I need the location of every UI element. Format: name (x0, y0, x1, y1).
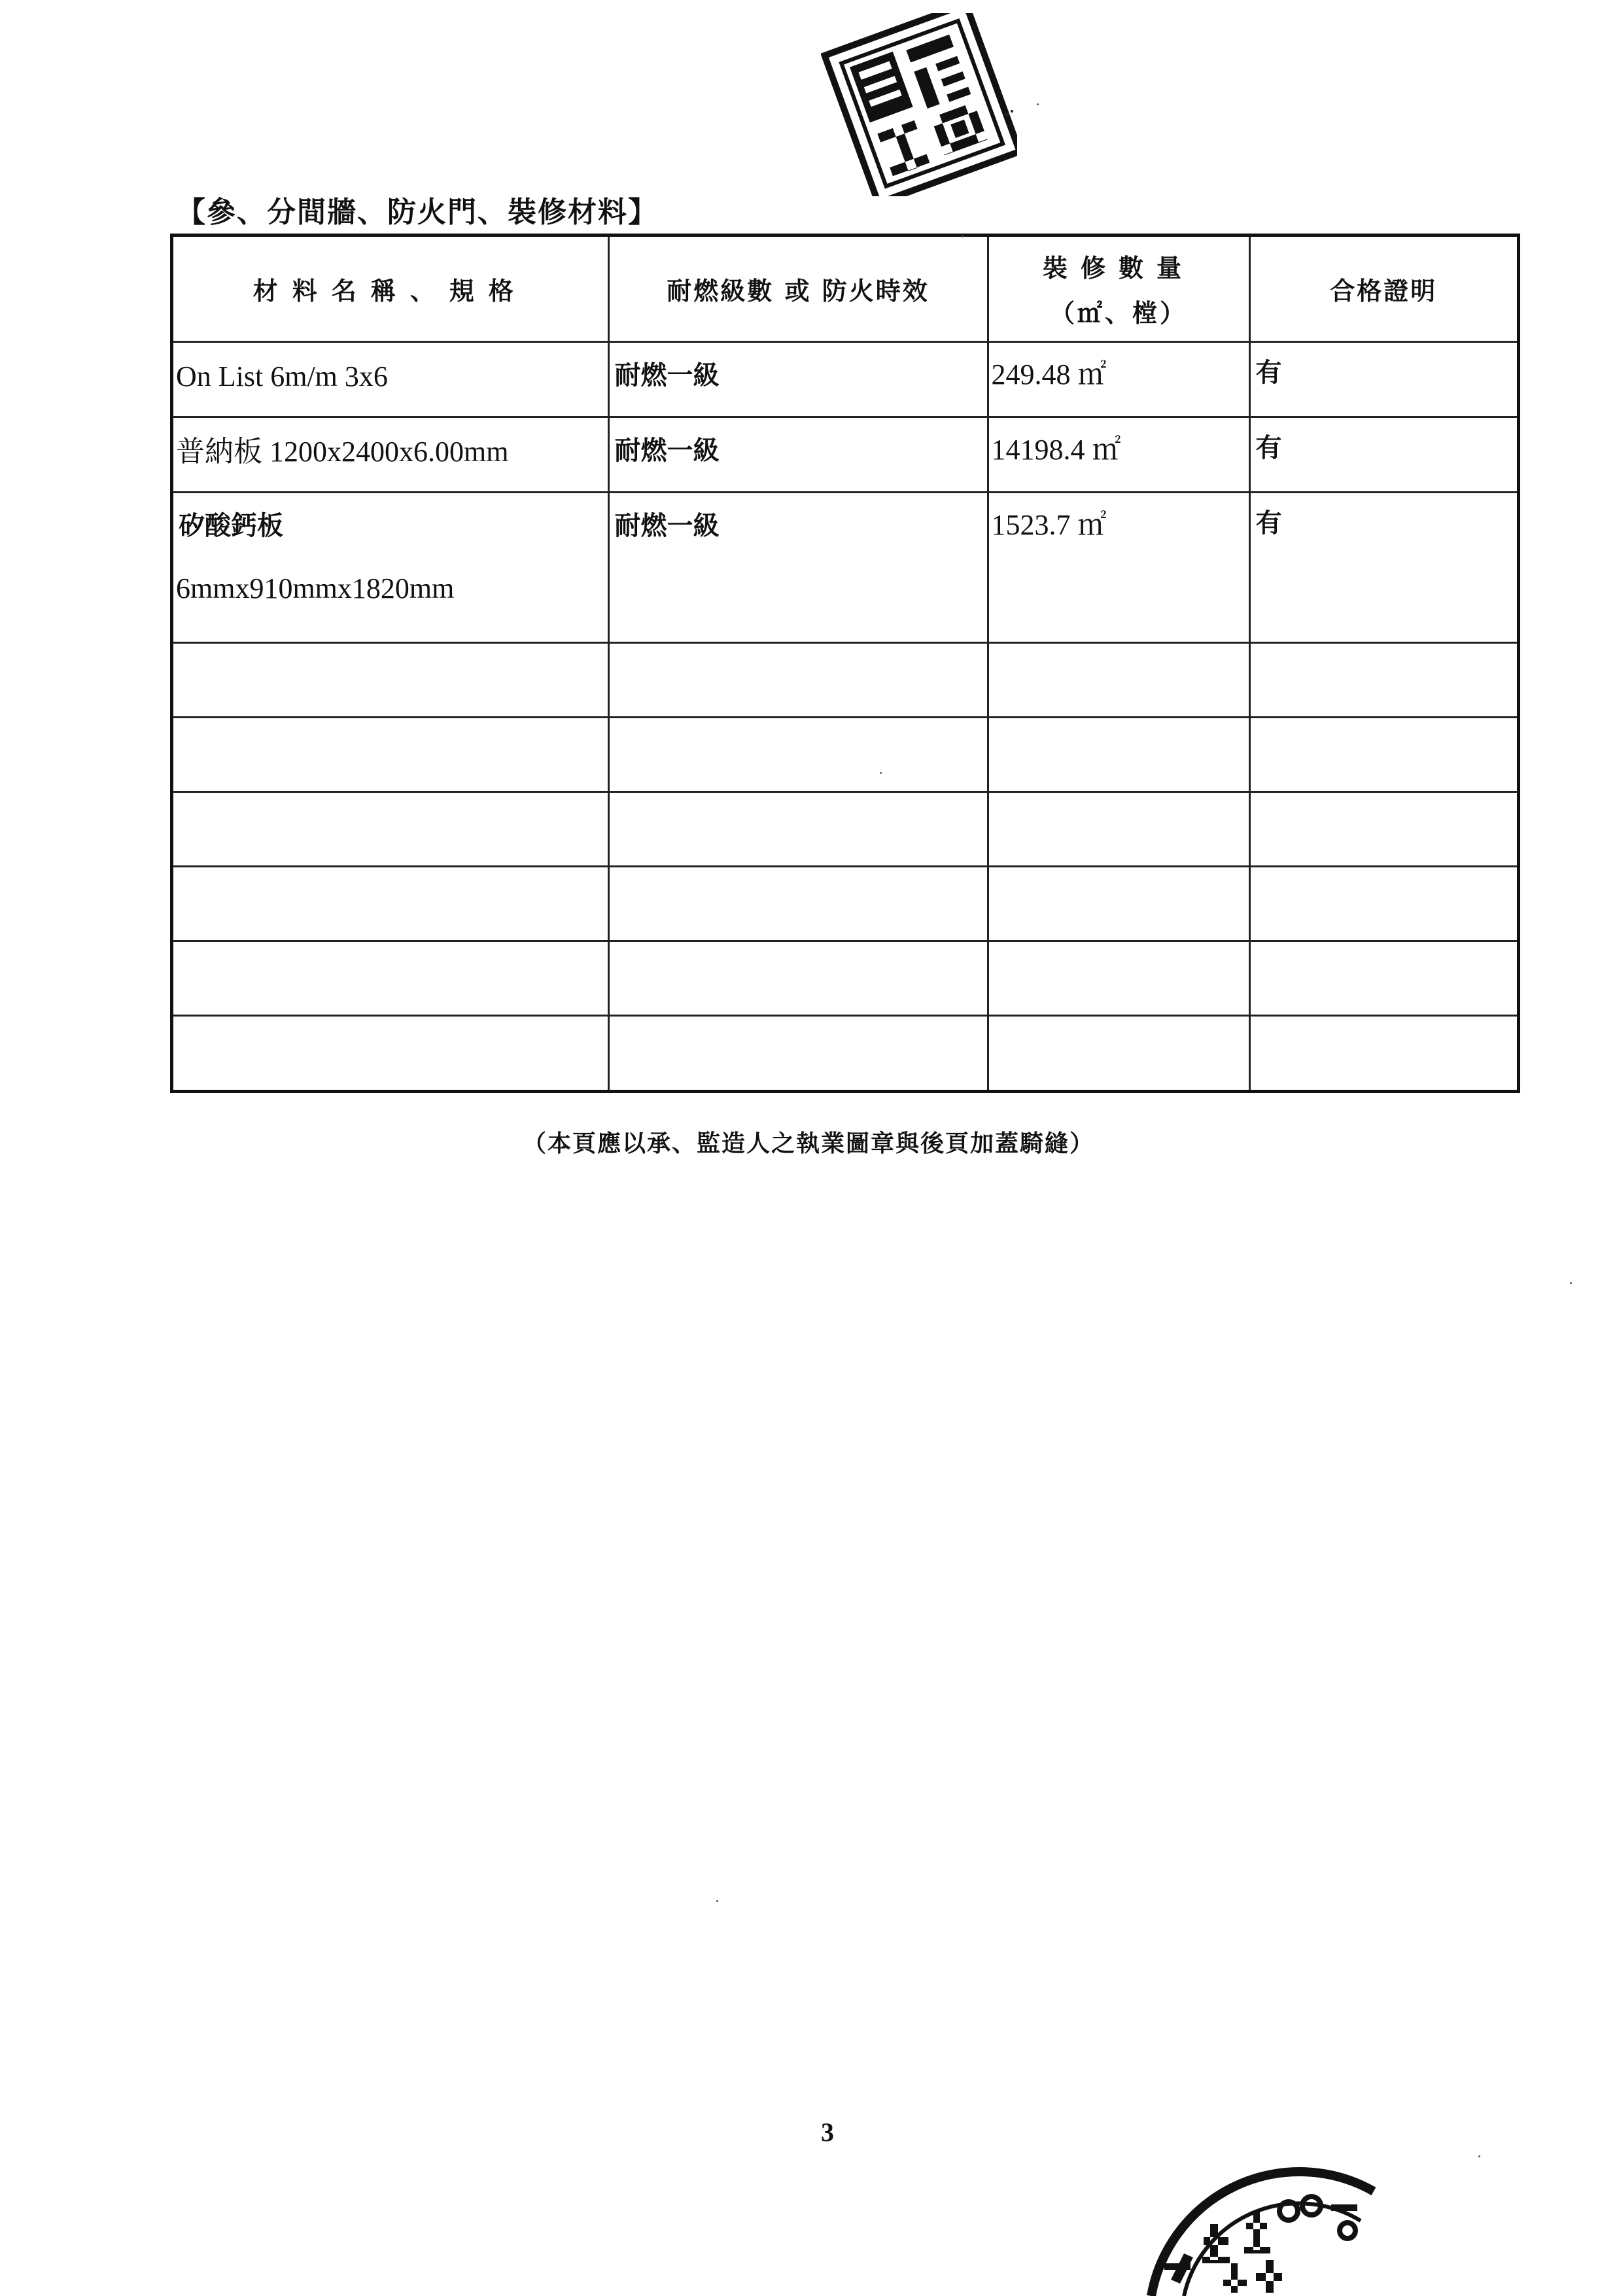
cell-material-name (173, 492, 608, 642)
cell-material-name (173, 417, 608, 492)
header-material-name (173, 237, 608, 341)
quantity-text: 1523.7 ㎡ (991, 508, 1107, 541)
certificate-text: 有 (1255, 357, 1282, 388)
cell-quantity (988, 417, 1249, 492)
cell-quantity (988, 492, 1249, 642)
empty-table-row (173, 1015, 1517, 1090)
fire-rating-text: 耐燃一級 (614, 510, 720, 541)
cell-fire-rating (608, 492, 988, 642)
fire-rating-text: 耐燃一級 (614, 359, 720, 391)
header-certificate (1249, 237, 1517, 341)
header-quantity (988, 237, 1249, 341)
header-fire-rating-label: 耐燃級數 或 防火時效 (667, 275, 930, 305)
scan-speck (716, 1900, 718, 1902)
table-header-row (173, 237, 1517, 341)
seam-stamp-note: （本頁應以承、監造人之執業圖章與後頁加蓋騎縫） (522, 1130, 1094, 1157)
table-row (173, 492, 1517, 642)
cell-certificate (1249, 492, 1517, 642)
cell-fire-rating (608, 341, 988, 417)
material-name-text: On List 6m/m 3x6 (176, 360, 388, 392)
quantity-text: 14198.4 ㎡ (991, 433, 1121, 466)
bottom-seal-stamp (1125, 2165, 1400, 2296)
quantity-text: 249.48 ㎡ (991, 358, 1107, 391)
top-seal-stamp (821, 13, 1017, 196)
empty-table-row (173, 642, 1517, 717)
section-title: 【參、分間牆、防火門、裝修材料】 (177, 196, 658, 229)
cell-material-name (173, 341, 608, 417)
material-spec-text: 6mmx910mmx1820mm (176, 572, 455, 604)
scan-speck (962, 235, 964, 237)
scan-speck (1478, 2155, 1480, 2157)
materials-table-frame (170, 234, 1520, 1093)
cell-certificate (1249, 341, 1517, 417)
header-material-name-label: 材料名稱、規格 (252, 275, 528, 305)
materials-table (173, 237, 1517, 1090)
scan-speck (880, 772, 882, 774)
material-name-text: 矽酸鈣板 (179, 510, 283, 541)
table-row (173, 341, 1517, 417)
material-name-text: 普納板 1200x2400x6.00mm (176, 435, 509, 468)
empty-table-row (173, 791, 1517, 866)
certificate-text: 有 (1255, 432, 1282, 463)
header-certificate-label: 合格證明 (1330, 275, 1438, 305)
table-row (173, 417, 1517, 492)
empty-table-row (173, 941, 1517, 1015)
fire-rating-text: 耐燃一級 (614, 434, 720, 466)
empty-table-row (173, 866, 1517, 941)
empty-table-row (173, 717, 1517, 791)
cell-quantity (988, 341, 1249, 417)
cell-fire-rating (608, 417, 988, 492)
header-fire-rating (608, 237, 988, 341)
cell-certificate (1249, 417, 1517, 492)
header-quantity-label: 裝修數量 (1042, 253, 1194, 283)
certificate-text: 有 (1255, 507, 1282, 538)
scan-speck (1037, 103, 1039, 105)
header-quantity-unit: （㎡、樘） (1049, 298, 1187, 328)
scan-speck (1570, 1282, 1572, 1284)
page-number: 3 (821, 2117, 834, 2147)
